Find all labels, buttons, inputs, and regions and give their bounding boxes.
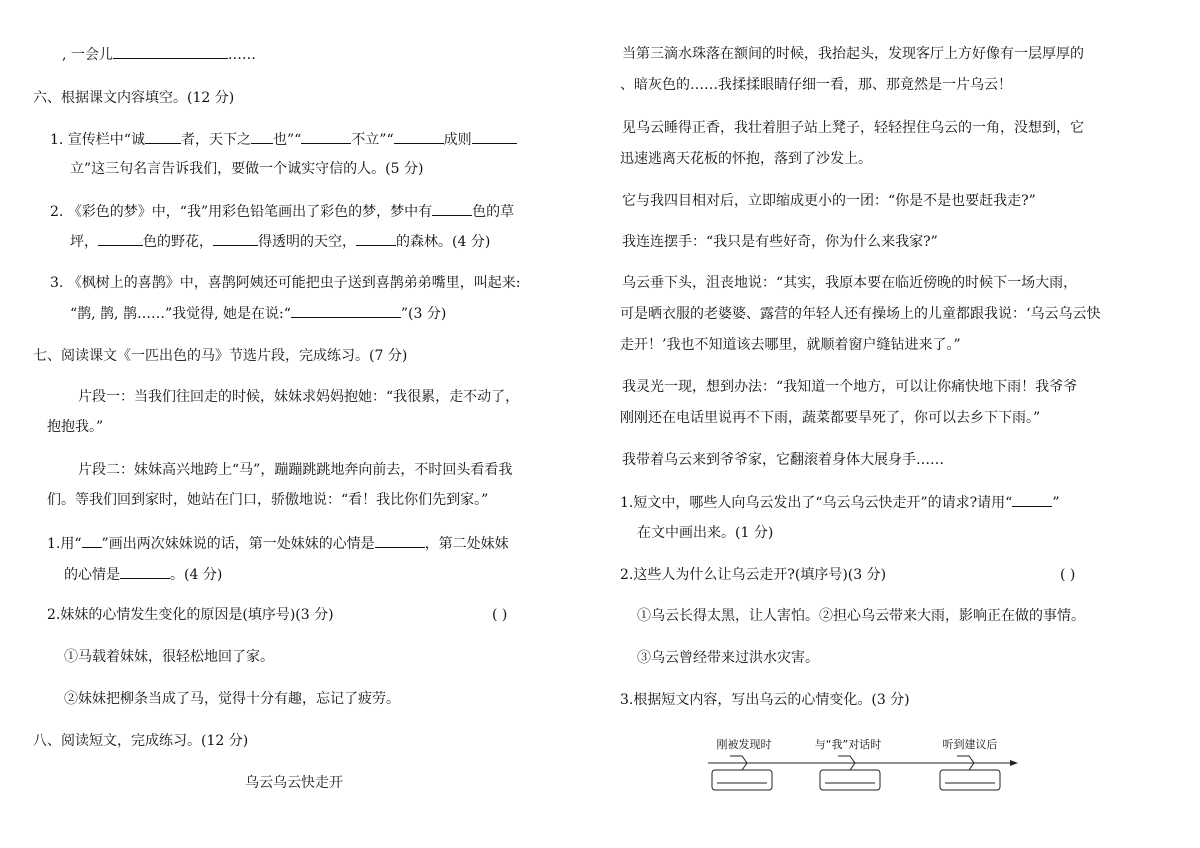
story-p4: 我连连摆手：“我只是有些好奇，你为什么来我家?”: [622, 234, 938, 250]
story-p2-line1: 见乌云睡得正香，我壮着胆子站上凳子，轻轻捏住乌云的一角，没想到，它: [622, 120, 1084, 136]
answer-blank[interactable]: [356, 231, 396, 246]
story-p6-line2: 刚刚还在电话里说再不下雨，蔬菜都要旱死了，你可以去乡下下雨。”: [620, 410, 1041, 426]
q8-option-1: ①乌云长得太黑，让人害怕。②担心乌云带来大雨，影响正在做的事情。: [637, 608, 1085, 624]
mood-change-diagram: [700, 730, 1030, 800]
section-8-title: 八、阅读短文，完成练习。(12 分): [33, 733, 249, 749]
answer-box-3[interactable]: [940, 770, 1000, 790]
story-p5-line3: 走开！’我也不知道该去哪里，就顺着窗户缝钻进来了。”: [620, 337, 961, 353]
q8-option-2: ③乌云曾经带来过洪水灾害。: [637, 650, 819, 666]
story-p3: 它与我四目相对后，立即缩成更小的一团：“你是不是也要赶我走?”: [622, 193, 1036, 209]
q7-2: 2.妹妹的心情发生变化的原因是(填序号)(3 分): [47, 607, 334, 623]
answer-box-1[interactable]: [712, 770, 772, 790]
answer-blank[interactable]: [375, 533, 425, 548]
answer-blank[interactable]: [82, 533, 102, 548]
fragment-1-line1: 片段一：当我们往回走的时候，妹妹求妈妈抱她：“我很累，走不动了，: [78, 389, 520, 405]
diagram-label-2: 与“我”对话时: [814, 738, 882, 751]
q7-option-1: ①马载着妹妹，很轻松地回了家。: [64, 649, 274, 665]
q7-1-line1: 1.用“ ”画出两次妹妹说的话，第一处妹妹的心情是 ，第二处妹妹: [47, 533, 509, 554]
diagram-label-3: 听到建议后: [942, 738, 998, 751]
story-p5-line2: 可是晒衣服的老婆婆、露营的年轻人还有操场上的儿童都跟我说：‘乌云乌云快: [620, 306, 1101, 322]
diagram-label-1: 刚被发现时: [716, 738, 772, 751]
story-p6-line1: 我灵光一现，想到办法：“我知道一个地方，可以让你痛快地下雨！我爷爷: [622, 379, 1078, 395]
fragment-1-line2: 抱抱我。”: [47, 419, 104, 435]
story-p5-line1: 乌云垂下头，沮丧地说：“其实，我原本要在临近傍晚的时候下一场大雨，: [622, 275, 1078, 291]
top-line: , 一会儿 ……: [62, 44, 256, 65]
q6-1-line2: 立”这三句名言告诉我们，要做一个诚实守信的人。(5 分): [70, 161, 424, 177]
fragment-2-line2: 们。等我们回到家时，她站在门口，骄傲地说：“看！我比你们先到家。”: [47, 492, 489, 508]
story-p2-line2: 迅速逃离天花板的怀抱，落到了沙发上。: [620, 151, 872, 167]
story-title: 乌云乌云快走开: [245, 775, 343, 791]
answer-blank[interactable]: [251, 129, 273, 144]
q6-1-line1: 1. 宣传栏中“诚 者，天下之 也”“ 不立”“ 成则: [50, 129, 517, 150]
q8-2: 2.这些人为什么让乌云走开?(填序号)(3 分): [620, 567, 887, 583]
answer-blank[interactable]: [394, 129, 444, 144]
answer-blank[interactable]: [120, 564, 170, 579]
answer-blank[interactable]: [291, 303, 401, 318]
answer-blank[interactable]: [432, 201, 472, 216]
q8-2-answer-paren[interactable]: ( ): [1060, 567, 1076, 583]
answer-blank[interactable]: [472, 129, 517, 144]
answer-blank[interactable]: [113, 44, 228, 59]
q6-2-line2: 坪， 色的野花， 得透明的天空， 的森林。(4 分): [70, 231, 490, 252]
story-p1-line1: 当第三滴水珠落在额间的时候，我抬起头，发现客厅上方好像有一层厚厚的: [622, 46, 1084, 62]
q7-1-line2: 的心情是 。(4 分): [64, 564, 222, 585]
q8-3: 3.根据短文内容，写出乌云的心情变化。(3 分): [620, 692, 910, 708]
answer-blank[interactable]: [213, 231, 258, 246]
answer-blank[interactable]: [1012, 492, 1052, 507]
q7-option-2: ②妹妹把柳条当成了马，觉得十分有趣，忘记了疲劳。: [64, 691, 400, 707]
answer-box-2[interactable]: [820, 770, 880, 790]
section-7-title: 七、阅读课文《一匹出色的马》节选片段，完成练习。(7 分): [33, 348, 408, 364]
q6-2-line1: 2. 《彩色的梦》中，“我”用彩色铅笔画出了彩色的梦，梦中有 色的草: [50, 201, 514, 222]
story-p1-line2: 、暗灰色的……我揉揉眼睛仔细一看，那、那竟然是一片乌云！: [620, 77, 1012, 93]
q6-3-line2: “鹊, 鹊, 鹊……”我觉得, 她是在说:“ ”(3 分): [70, 303, 446, 324]
q7-2-answer-paren[interactable]: ( ): [492, 607, 508, 623]
q8-1-line1: 1.短文中，哪些人向乌云发出了“乌云乌云快走开”的请求?请用“ ”: [620, 492, 1060, 513]
story-p7: 我带着乌云来到爷爷家，它翻滚着身体大展身手……: [622, 452, 944, 468]
section-6-title: 六、根据课文内容填空。(12 分): [33, 90, 235, 106]
q8-1-line2: 在文中画出来。(1 分): [637, 525, 774, 541]
arrowhead-icon: [1010, 760, 1018, 766]
q6-3-line1: 3. 《枫树上的喜鹊》中，喜鹊阿姨还可能把虫子送到喜鹊弟弟嘴里，叫起来:: [50, 275, 521, 291]
answer-blank[interactable]: [98, 231, 143, 246]
answer-blank[interactable]: [301, 129, 351, 144]
fragment-2-line1: 片段二：妹妹高兴地跨上“马”，蹦蹦跳跳地奔向前去，不时回头看看我: [78, 462, 513, 478]
answer-blank[interactable]: [145, 129, 181, 144]
